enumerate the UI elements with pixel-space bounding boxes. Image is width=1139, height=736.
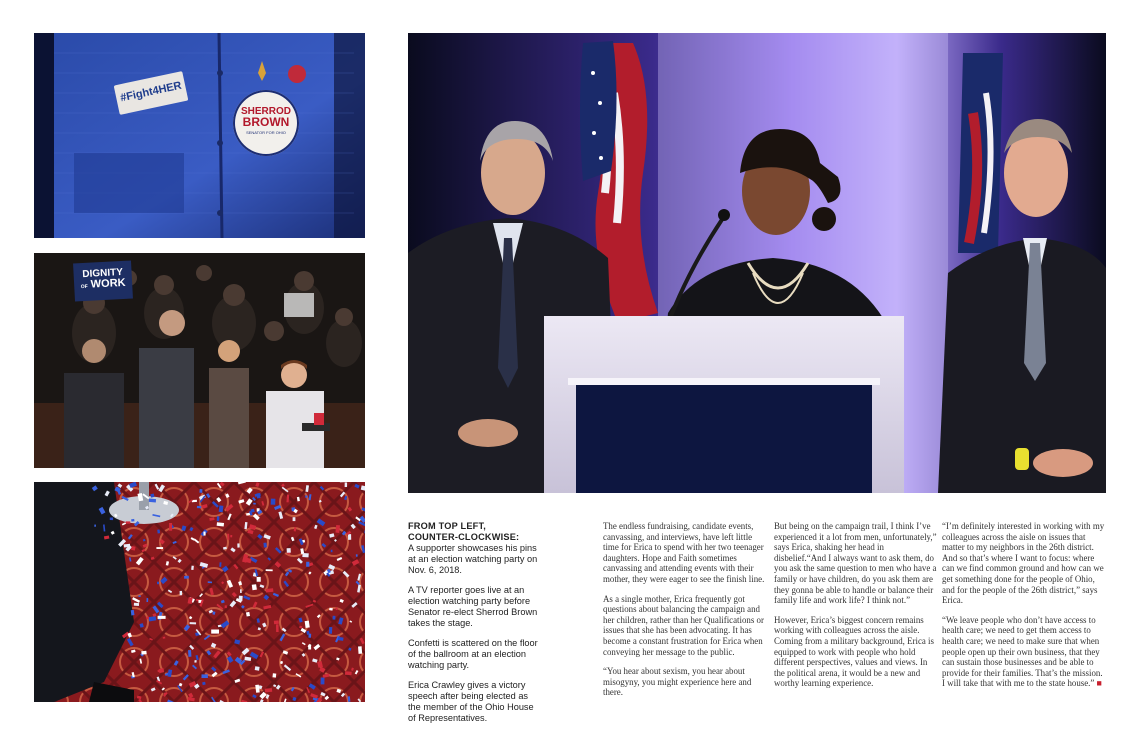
photo-confetti-floor xyxy=(34,482,365,702)
photo-supporter-pins xyxy=(34,33,365,238)
caption-heading-line1: FROM TOP LEFT, xyxy=(408,521,487,531)
photo-tv-reporter xyxy=(34,253,365,468)
article-column-3 xyxy=(942,521,1105,698)
article-paragraph: “You hear about sexism, you hear about misogyny, you might experience here and there. xyxy=(603,666,752,698)
sign-work-line: OF WORK xyxy=(80,276,126,291)
caption-item-reporter: A TV reporter goes live at an election watching party before Senator re-elect Sherrod Brown takes the stage. xyxy=(408,585,538,628)
photo-caption xyxy=(408,521,538,733)
article-paragraph: “I’m definitely interested in working with my colleagues across the aisle on issues that matter to my neighbors in the 26th district. And so that’s where I want to focus: where can we find common ground and how can we get something done for the people of Ohio, and for the people of the 26th district,” says Erica. xyxy=(942,521,1105,606)
caption-heading-line2: COUNTER-CLOCKWISE: xyxy=(408,532,520,542)
caption-item-confetti: Confetti is scattered on the floor of the ballroom at an election watching party. xyxy=(408,638,538,670)
photo-victory-speech xyxy=(408,33,1106,493)
fight4her-badge: #Fight4HER xyxy=(114,71,189,115)
article-paragraph-final xyxy=(942,615,1105,689)
end-mark-icon: ■ xyxy=(1096,678,1102,689)
article-paragraph-text: “We leave people who don’t have access to health care; we need to get them access to health care; we need to make sure that when people open up their own business, that they can sustain those businesses and be able to provide for their families. That’s the mission. I will take that with me to the state house.” xyxy=(942,614,1103,689)
article-column-1 xyxy=(603,521,766,707)
caption-item-speech: Erica Crawley gives a victory speech after being elected as the member of the Ohio House of Representatives. xyxy=(408,680,534,723)
article-paragraph: But being on the campaign trail, I think I’ve experienced it a lot from men, unfortunately,” says Erica, shaking her head in disbelief.“And I always want to ask them, do you ask the same question to men who have a family or have children, do you ask them are they gonna be able to handle or balance their family life and work life? I think not.” xyxy=(774,521,937,606)
sherrod-brown-button: SHERROD BROWN SENATOR FOR OHIO xyxy=(233,90,299,156)
article-column-2 xyxy=(774,521,937,698)
dignity-of-work-sign: DIGNITY OF WORK xyxy=(73,261,133,302)
article-paragraph: The endless fundraising, candidate events, canvassing, and interviews, have left little time for Erica to spend with her two teenager daughters. Hope and Faith sometimes canvassing and attending events with their mother, they were eager to see the finish line. xyxy=(603,521,765,584)
caption-item-pins: A supporter showcases his pins at an election watching party on Nov. 6, 2018. xyxy=(408,543,538,575)
article-paragraph: However, Erica’s biggest concern remains working with colleagues across the aisle. Coming from a military background, Erica is equipped to work with people who hold different perspectives, values and views. In the political arena, it would be a new and worthy learning experience. xyxy=(774,614,934,689)
article-paragraph: As a single mother, Erica frequently got questions about balancing the campaign and her children, rather than her Qualifications or issues that she has been advocating. It has become a constant frustration for Erica when conveying her message to the public. xyxy=(603,593,764,657)
